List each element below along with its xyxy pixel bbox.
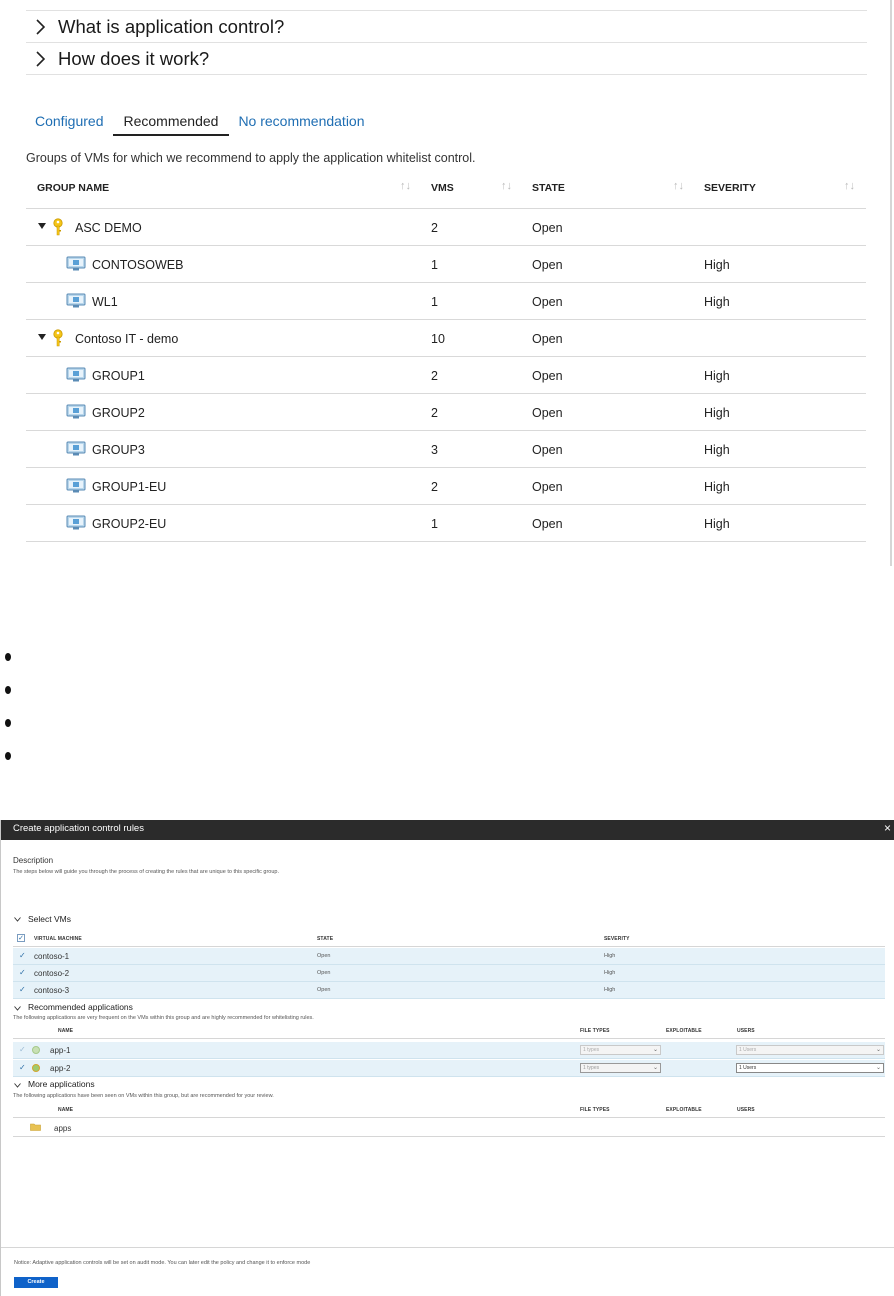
vm-severity: High (604, 953, 616, 959)
column-header-name: NAME (58, 1028, 74, 1034)
severity: High (704, 258, 730, 272)
section-more-apps[interactable]: More applications (28, 1079, 95, 1089)
column-header-exploitable: EXPLOITABLE (666, 1107, 702, 1113)
checkmark-icon[interactable]: ✓ (19, 985, 26, 994)
state: Open (532, 443, 563, 457)
state: Open (532, 221, 563, 235)
divider (1, 1247, 894, 1248)
close-icon[interactable]: × (883, 821, 891, 835)
chevron-right-icon (28, 17, 52, 37)
vm-icon (66, 441, 86, 460)
accordion-what-is-app-control[interactable] (26, 11, 867, 43)
divider (13, 946, 885, 947)
group-name: GROUP1 (92, 369, 145, 383)
vm-state: Open (317, 987, 331, 993)
app-control-panel (0, 0, 894, 566)
bullet-dot (5, 653, 11, 661)
checkmark-icon[interactable]: ✓ (19, 968, 26, 977)
bullet-dot (5, 752, 11, 760)
chevron-down-icon[interactable] (14, 1083, 21, 1088)
group-name: Contoso IT - demo (75, 332, 179, 346)
sort-icon[interactable]: ↑↓ (501, 180, 512, 192)
dialog-title: Create application control rules (13, 823, 144, 834)
chevron-right-icon (28, 49, 52, 69)
group-name: GROUP2-EU (92, 517, 167, 531)
state: Open (532, 332, 563, 346)
column-header-severity: SEVERITY (604, 936, 630, 942)
vms-count: 2 (431, 369, 438, 383)
severity: High (704, 517, 730, 531)
tab-bar (26, 106, 374, 136)
group-name: CONTOSOWEB (92, 258, 184, 272)
key-icon (53, 329, 63, 350)
grid-header (26, 172, 866, 209)
app-row[interactable] (13, 1042, 885, 1059)
folder-name: apps (54, 1124, 72, 1133)
section-select-vms[interactable]: Select VMs (28, 914, 71, 924)
group-name: ASC DEMO (75, 221, 142, 235)
vm-icon (66, 515, 86, 534)
column-header-exploitable: EXPLOITABLE (666, 1028, 702, 1034)
severity: High (704, 406, 730, 420)
column-header-vm: VIRTUAL MACHINE (34, 936, 82, 942)
table-row[interactable] (26, 357, 866, 394)
app-name: app-2 (50, 1064, 71, 1073)
vms-count: 2 (431, 406, 438, 420)
notice-text: Notice: Adaptive application controls will be set on audit mode. You can later edit the policy and change it to enforce mode (14, 1260, 311, 1266)
select-all-checkbox[interactable]: ✓ (18, 935, 24, 942)
checkmark-icon[interactable]: ✓ (19, 1063, 26, 1072)
vms-count: 10 (431, 332, 445, 346)
dialog-titlebar (1, 820, 894, 840)
column-header-file-types: FILE TYPES (580, 1028, 610, 1034)
column-header-state[interactable]: STATE (532, 182, 565, 194)
severity: High (704, 369, 730, 383)
state: Open (532, 295, 563, 309)
checkmark-icon[interactable]: ✓ (19, 1045, 26, 1054)
app-status-icon (32, 1046, 40, 1054)
group-name: WL1 (92, 295, 118, 309)
state: Open (532, 517, 563, 531)
column-header-users: USERS (737, 1107, 755, 1113)
chevron-down-icon[interactable] (14, 917, 21, 922)
column-header-state: STATE (317, 936, 334, 942)
vm-icon (66, 293, 86, 312)
create-rules-dialog (0, 820, 894, 1296)
app-name: app-1 (50, 1046, 71, 1055)
state: Open (532, 406, 563, 420)
vm-icon (66, 404, 86, 423)
vm-row[interactable] (13, 965, 885, 982)
vm-name: contoso-2 (34, 969, 70, 978)
users-dropdown[interactable]: 1 Users ⌄ (736, 1045, 884, 1055)
group-name: GROUP2 (92, 406, 145, 420)
vm-name: contoso-3 (34, 986, 70, 995)
bullet-dot (5, 719, 11, 727)
table-row-group[interactable] (26, 320, 866, 357)
state: Open (532, 480, 563, 494)
table-row-group[interactable] (26, 209, 866, 246)
vm-severity: High (604, 987, 616, 993)
accordion-label: How does it work? (58, 47, 210, 69)
vm-icon (66, 367, 86, 386)
vm-row[interactable] (13, 982, 885, 999)
app-row[interactable] (13, 1060, 885, 1077)
sort-icon[interactable]: ↑↓ (844, 180, 855, 192)
vms-count: 3 (431, 443, 438, 457)
group-name: GROUP1-EU (92, 480, 167, 494)
tab-no-recommendation[interactable]: No recommendation (238, 113, 365, 129)
tab-configured[interactable]: Configured (35, 113, 104, 129)
group-name: GROUP3 (92, 443, 145, 457)
vm-icon (66, 478, 86, 497)
vm-state: Open (317, 953, 331, 959)
column-header-group-name[interactable]: GROUP NAME (37, 182, 110, 194)
column-header-severity[interactable]: SEVERITY (704, 182, 756, 194)
create-button[interactable]: Create (14, 1277, 58, 1288)
severity: High (704, 295, 730, 309)
expand-caret-icon[interactable] (38, 334, 46, 340)
vms-count: 1 (431, 258, 438, 272)
vms-count: 1 (431, 517, 438, 531)
divider (13, 1038, 885, 1039)
vm-state: Open (317, 970, 331, 976)
severity: High (704, 480, 730, 494)
vm-row[interactable] (13, 948, 885, 965)
checkmark-icon[interactable]: ✓ (19, 951, 26, 960)
expand-caret-icon[interactable] (38, 223, 46, 229)
sort-icon[interactable]: ↑↓ (400, 180, 411, 192)
sort-icon[interactable]: ↑↓ (673, 180, 684, 192)
scrollbar[interactable] (890, 0, 892, 566)
file-types-dropdown[interactable]: 1 types ⌄ (580, 1063, 661, 1073)
vm-icon (66, 256, 86, 275)
divider (13, 1117, 885, 1118)
column-header-file-types: FILE TYPES (580, 1107, 610, 1113)
recommended-apps-text: The following applications are very frequent on the VMs within this group and are highly recommended for whitelisting rules. (13, 1015, 314, 1021)
section-recommended-apps[interactable]: Recommended applications (28, 1002, 133, 1012)
tab-recommended[interactable]: Recommended (113, 106, 230, 136)
vms-count: 2 (431, 480, 438, 494)
more-apps-text: The following applications have been seen on VMs within this group, but are recommended for your review. (13, 1093, 274, 1099)
accordion-label: What is application control? (58, 15, 285, 37)
file-types-dropdown[interactable]: 1 types ⌄ (580, 1045, 661, 1055)
vm-name: contoso-1 (34, 952, 70, 961)
app-folder-row[interactable] (13, 1119, 885, 1137)
grid-description: Groups of VMs for which we recommend to apply the application whitelist control. (26, 151, 476, 165)
folder-icon (30, 1123, 41, 1131)
column-header-vms[interactable]: VMS (431, 182, 454, 194)
state: Open (532, 258, 563, 272)
column-header-users: USERS (737, 1028, 755, 1034)
table-row[interactable] (26, 394, 866, 431)
users-dropdown[interactable]: 1 Users ⌄ (736, 1063, 884, 1073)
description-label: Description (13, 856, 54, 865)
table-row[interactable] (26, 431, 866, 468)
table-row[interactable] (26, 468, 866, 505)
vms-count: 1 (431, 295, 438, 309)
vms-count: 2 (431, 221, 438, 235)
table-row[interactable] (26, 246, 866, 283)
severity: High (704, 443, 730, 457)
table-row[interactable] (26, 505, 866, 542)
state: Open (532, 369, 563, 383)
column-header-name: NAME (58, 1107, 74, 1113)
description-text: The steps below will guide you through the process of creating the rules that are unique to this specific group. (13, 869, 279, 875)
accordion-how-does-it-work[interactable] (26, 43, 867, 75)
bullet-dot (5, 686, 11, 694)
table-row[interactable] (26, 283, 866, 320)
key-icon (53, 218, 63, 239)
chevron-down-icon[interactable] (14, 1006, 21, 1011)
app-status-icon (32, 1064, 40, 1072)
vm-severity: High (604, 970, 616, 976)
